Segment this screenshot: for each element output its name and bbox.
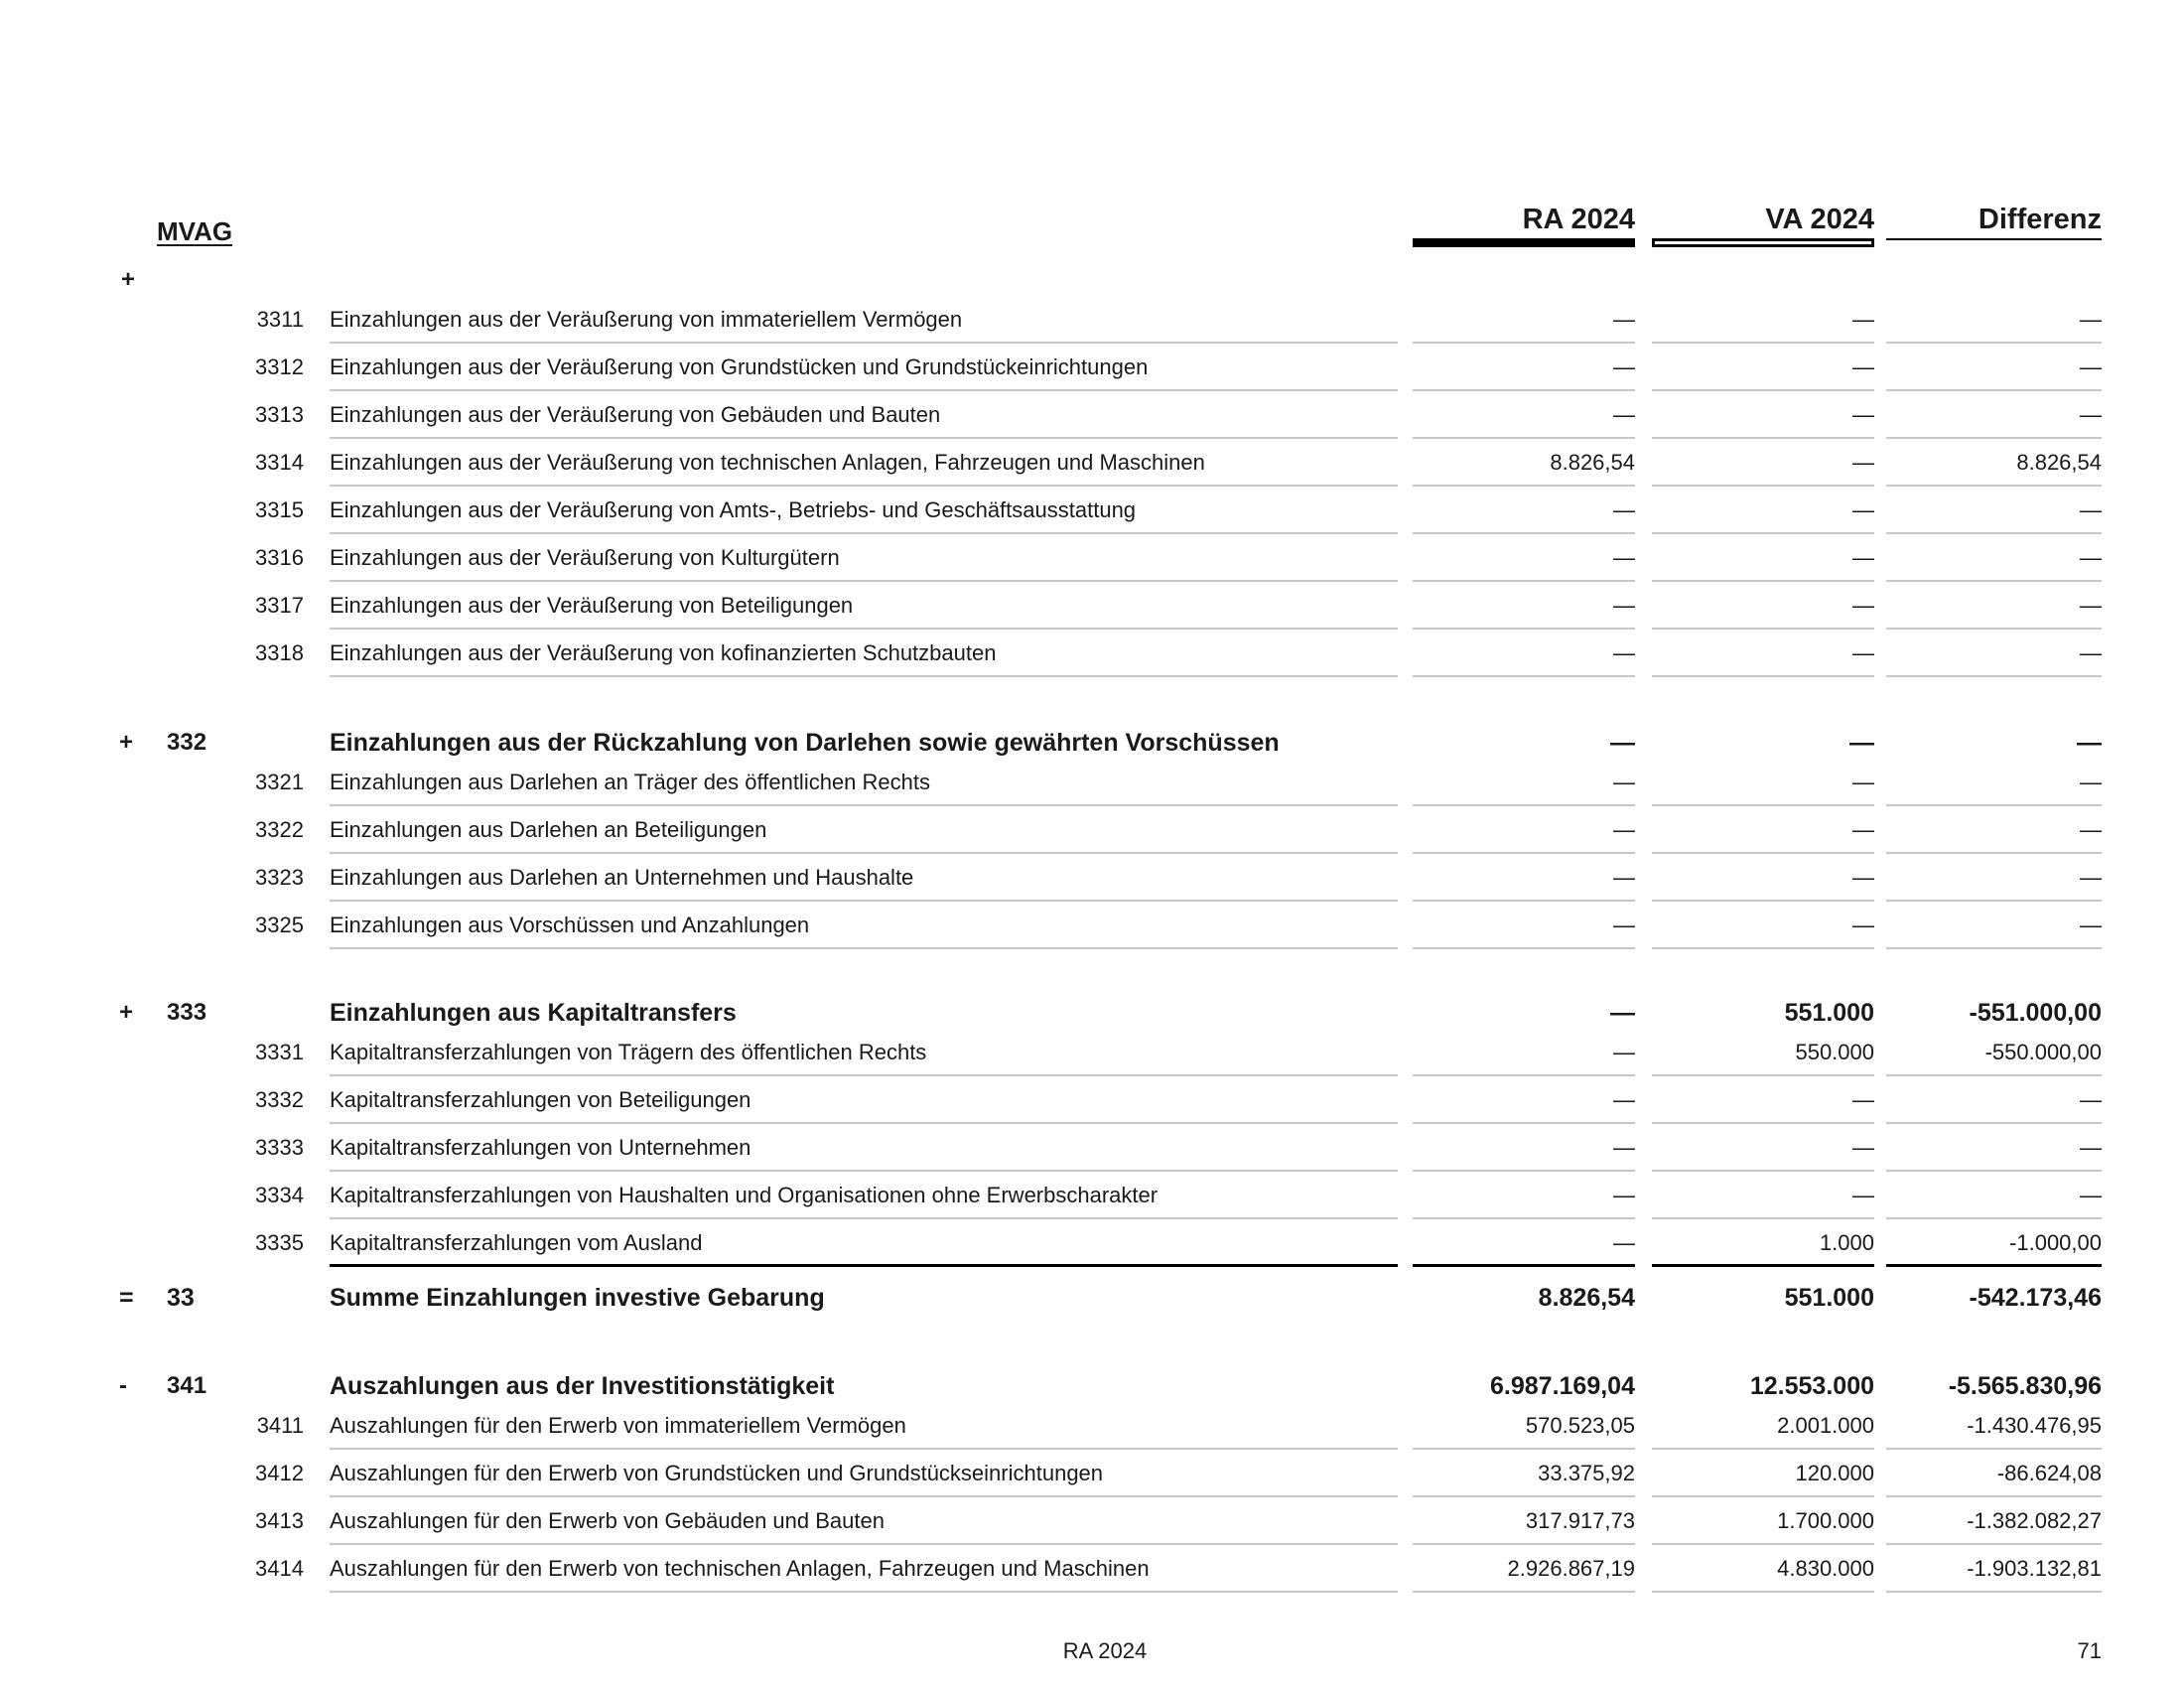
value-differenz: -542.173,46 — [1969, 1284, 2102, 1312]
ra-underline — [1413, 947, 1635, 949]
value-va-2024: 551.000 — [1784, 1284, 1874, 1312]
value-differenz: — — [2080, 817, 2102, 842]
account-code: 3316 — [255, 545, 304, 570]
value-differenz: -86.624,08 — [1996, 1461, 2102, 1485]
row-label: Auszahlungen für den Erwerb von Gebäuden und Bauten — [330, 1508, 885, 1533]
value-ra-2024: 33.375,92 — [1538, 1461, 1635, 1485]
row-label: Einzahlungen aus der Veräußerung von Amts-, Betriebs- und Geschäftsausstattung — [330, 497, 1137, 522]
row-label: Kapitaltransferzahlungen vom Ausland — [330, 1230, 703, 1255]
row-label: Einzahlungen aus der Veräußerung von Gebäuden und Bauten — [330, 402, 941, 427]
value-va-2024: 1.700.000 — [1777, 1508, 1874, 1533]
value-ra-2024: — — [1610, 729, 1635, 757]
value-va-2024: 4.830.000 — [1777, 1556, 1874, 1581]
column-header-va-2024: VA 2024 — [1765, 204, 1874, 235]
row-sign: + — [119, 729, 134, 756]
account-code: 3322 — [255, 817, 304, 842]
value-differenz: -1.903.132,81 — [1967, 1556, 2102, 1581]
value-differenz: — — [2080, 307, 2102, 332]
table-row — [0, 296, 2184, 344]
account-code: 3315 — [255, 497, 304, 522]
value-differenz: — — [2080, 865, 2102, 890]
value-differenz: — — [2080, 1087, 2102, 1112]
differenz-header-rule — [1886, 238, 2102, 240]
value-ra-2024: — — [1613, 1183, 1635, 1207]
value-ra-2024: — — [1613, 1135, 1635, 1160]
row-label: Einzahlungen aus der Veräußerung von Grundstücken und Grundstückeinrichtungen — [330, 354, 1149, 379]
row-label: Auszahlungen aus der Investitionstätigkeit — [330, 1372, 835, 1400]
value-va-2024: 120.000 — [1795, 1461, 1874, 1485]
value-va-2024: — — [1852, 770, 1874, 794]
value-va-2024: — — [1852, 1087, 1874, 1112]
value-differenz: -550.000,00 — [1984, 1040, 2102, 1064]
value-ra-2024: — — [1610, 999, 1635, 1027]
section-sign-331: + — [121, 266, 136, 293]
table-row — [0, 534, 2184, 582]
value-differenz: — — [2080, 545, 2102, 570]
row-label: Summe Einzahlungen investive Gebarung — [330, 1284, 825, 1312]
value-ra-2024: — — [1613, 913, 1635, 937]
row-label: Einzahlungen aus Darlehen an Träger des öffentlichen Rechts — [330, 770, 930, 794]
account-code: 3318 — [255, 640, 304, 665]
va-underline — [1652, 1264, 1874, 1267]
differenz-underline — [1886, 947, 2102, 949]
value-ra-2024: 317.917,73 — [1525, 1508, 1635, 1533]
row-label: Einzahlungen aus Vorschüssen und Anzahlungen — [330, 913, 810, 937]
value-va-2024: — — [1852, 593, 1874, 618]
account-code: 3325 — [255, 913, 304, 937]
account-code: 3411 — [256, 1413, 304, 1438]
table-row — [0, 902, 2184, 949]
row-label: Kapitaltransferzahlungen von Beteiligungen — [330, 1087, 751, 1112]
va-underline — [1652, 947, 1874, 949]
value-differenz: -5.565.830,96 — [1948, 1372, 2102, 1400]
value-differenz: -1.382.082,27 — [1967, 1508, 2102, 1533]
row-label: Einzahlungen aus der Veräußerung von immateriellem Vermögen — [330, 307, 963, 332]
account-code: 3412 — [255, 1461, 304, 1485]
value-ra-2024: — — [1613, 354, 1635, 379]
value-ra-2024: 8.826,54 — [1550, 450, 1635, 475]
value-ra-2024: 8.826,54 — [1538, 1284, 1635, 1312]
ra-header-bar — [1413, 238, 1635, 247]
value-va-2024: — — [1852, 497, 1874, 522]
value-differenz: — — [2080, 497, 2102, 522]
row-label: Einzahlungen aus Darlehen an Unternehmen und Haushalte — [330, 865, 914, 890]
account-code: 3333 — [255, 1135, 304, 1160]
value-va-2024: 1.000 — [1819, 1230, 1874, 1255]
value-va-2024: 551.000 — [1784, 999, 1874, 1027]
account-code: 3414 — [255, 1556, 304, 1581]
account-code: 3331 — [255, 1040, 304, 1064]
table-row — [0, 630, 2184, 677]
table-row — [0, 759, 2184, 806]
row-label: Einzahlungen aus der Rückzahlung von Darlehen sowie gewährten Vorschüssen — [330, 729, 1280, 757]
account-code: 3314 — [255, 450, 304, 475]
table-row — [0, 391, 2184, 439]
value-differenz: — — [2080, 1135, 2102, 1160]
value-va-2024: — — [1852, 817, 1874, 842]
account-code: 3321 — [255, 770, 304, 794]
account-code: 3311 — [256, 307, 304, 332]
va-header-bar — [1652, 238, 1874, 247]
label-underline — [330, 1591, 1398, 1593]
value-differenz: -1.430.476,95 — [1967, 1413, 2102, 1438]
value-ra-2024: — — [1613, 1230, 1635, 1255]
value-va-2024: 12.553.000 — [1749, 1372, 1874, 1400]
value-ra-2024: 2.926.867,19 — [1507, 1556, 1635, 1581]
value-va-2024: — — [1852, 402, 1874, 427]
row-label: Kapitaltransferzahlungen von Unternehmen — [330, 1135, 751, 1160]
value-differenz: — — [2080, 640, 2102, 665]
value-ra-2024: 570.523,05 — [1525, 1413, 1635, 1438]
label-underline — [330, 947, 1398, 949]
value-va-2024: — — [1852, 865, 1874, 890]
value-differenz: -1.000,00 — [2009, 1230, 2102, 1255]
value-va-2024: — — [1852, 307, 1874, 332]
table-row — [0, 854, 2184, 902]
value-ra-2024: — — [1613, 593, 1635, 618]
va-underline — [1652, 675, 1874, 677]
table-row — [0, 1124, 2184, 1172]
account-code: 3323 — [255, 865, 304, 890]
footer-title: RA 2024 — [1062, 1638, 1148, 1663]
table-row — [0, 1402, 2184, 1450]
value-differenz: 8.826,54 — [2016, 450, 2102, 475]
ra-underline — [1413, 1264, 1635, 1267]
value-differenz: — — [2080, 770, 2102, 794]
ra-underline — [1413, 1591, 1635, 1593]
value-differenz: — — [2080, 913, 2102, 937]
differenz-underline — [1886, 675, 2102, 677]
table-row — [0, 806, 2184, 854]
row-label: Auszahlungen für den Erwerb von Grundstücken und Grundstückseinrichtungen — [330, 1461, 1104, 1485]
value-differenz: — — [2080, 1183, 2102, 1207]
row-sign: = — [119, 1284, 134, 1312]
differenz-underline — [1886, 1591, 2102, 1593]
value-ra-2024: — — [1613, 307, 1635, 332]
mvag-code: 341 — [167, 1372, 207, 1399]
sum-row — [0, 1274, 2184, 1322]
row-label: Einzahlungen aus Kapitaltransfers — [330, 999, 737, 1027]
account-code: 3335 — [255, 1230, 304, 1255]
column-header-ra-2024: RA 2024 — [1522, 204, 1635, 235]
row-label: Einzahlungen aus der Veräußerung von kofinanzierten Schutzbauten — [330, 640, 997, 665]
value-va-2024: — — [1852, 450, 1874, 475]
table-row — [0, 1450, 2184, 1497]
value-ra-2024: — — [1613, 865, 1635, 890]
table-row — [0, 1029, 2184, 1076]
value-ra-2024: — — [1613, 817, 1635, 842]
label-underline — [330, 1264, 1398, 1267]
value-ra-2024: — — [1613, 1087, 1635, 1112]
mvag-column-label: MVAG — [157, 216, 233, 246]
table-row — [0, 582, 2184, 630]
mvag-code: 333 — [167, 999, 207, 1026]
differenz-underline — [1886, 1264, 2102, 1267]
row-label: Einzahlungen aus Darlehen an Beteiligungen — [330, 817, 767, 842]
table-row — [0, 439, 2184, 487]
value-va-2024: — — [1852, 354, 1874, 379]
mvag-code: 332 — [167, 729, 207, 756]
value-va-2024: — — [1852, 1135, 1874, 1160]
value-differenz: — — [2077, 729, 2102, 757]
value-va-2024: — — [1849, 729, 1874, 757]
mvag-code: 33 — [167, 1284, 195, 1312]
va-underline — [1652, 1591, 1874, 1593]
table-row — [0, 1076, 2184, 1124]
row-label: Auszahlungen für den Erwerb von technischen Anlagen, Fahrzeugen und Maschinen — [330, 1556, 1150, 1581]
account-code: 3317 — [255, 593, 304, 618]
value-ra-2024: — — [1613, 640, 1635, 665]
row-label: Einzahlungen aus der Veräußerung von Kulturgütern — [330, 545, 840, 570]
column-header-differenz: Differenz — [1978, 204, 2102, 235]
table-row — [0, 1172, 2184, 1219]
table-row — [0, 1219, 2184, 1267]
value-va-2024: 550.000 — [1795, 1040, 1874, 1064]
table-row — [0, 1497, 2184, 1545]
row-label: Einzahlungen aus der Veräußerung von technischen Anlagen, Fahrzeugen und Maschinen — [330, 450, 1205, 475]
value-ra-2024: — — [1613, 545, 1635, 570]
value-ra-2024: — — [1613, 497, 1635, 522]
table-row — [0, 344, 2184, 391]
page-number: 71 — [2077, 1638, 2102, 1663]
value-ra-2024: 6.987.169,04 — [1490, 1372, 1635, 1400]
value-differenz: — — [2080, 402, 2102, 427]
row-label: Kapitaltransferzahlungen von Trägern des öffentlichen Rechts — [330, 1040, 927, 1064]
value-va-2024: — — [1852, 640, 1874, 665]
account-code: 3313 — [255, 402, 304, 427]
value-differenz: -551.000,00 — [1969, 999, 2102, 1027]
row-sign: - — [119, 1372, 127, 1399]
value-va-2024: — — [1852, 1183, 1874, 1207]
value-differenz: — — [2080, 354, 2102, 379]
value-ra-2024: — — [1613, 402, 1635, 427]
ra-underline — [1413, 675, 1635, 677]
value-ra-2024: — — [1613, 770, 1635, 794]
account-code: 3332 — [255, 1087, 304, 1112]
value-va-2024: 2.001.000 — [1777, 1413, 1874, 1438]
value-va-2024: — — [1852, 913, 1874, 937]
row-label: Auszahlungen für den Erwerb von immateriellem Vermögen — [330, 1413, 906, 1438]
row-label: Einzahlungen aus der Veräußerung von Beteiligungen — [330, 593, 854, 618]
value-differenz: — — [2080, 593, 2102, 618]
label-underline — [330, 675, 1398, 677]
value-ra-2024: — — [1613, 1040, 1635, 1064]
table-row — [0, 1545, 2184, 1593]
table-row — [0, 487, 2184, 534]
account-code: 3312 — [255, 354, 304, 379]
row-label: Kapitaltransferzahlungen von Haushalten und Organisationen ohne Erwerbscharakter — [330, 1183, 1159, 1207]
value-va-2024: — — [1852, 545, 1874, 570]
account-code: 3413 — [255, 1508, 304, 1533]
account-code: 3334 — [255, 1183, 304, 1207]
row-sign: + — [119, 999, 134, 1026]
